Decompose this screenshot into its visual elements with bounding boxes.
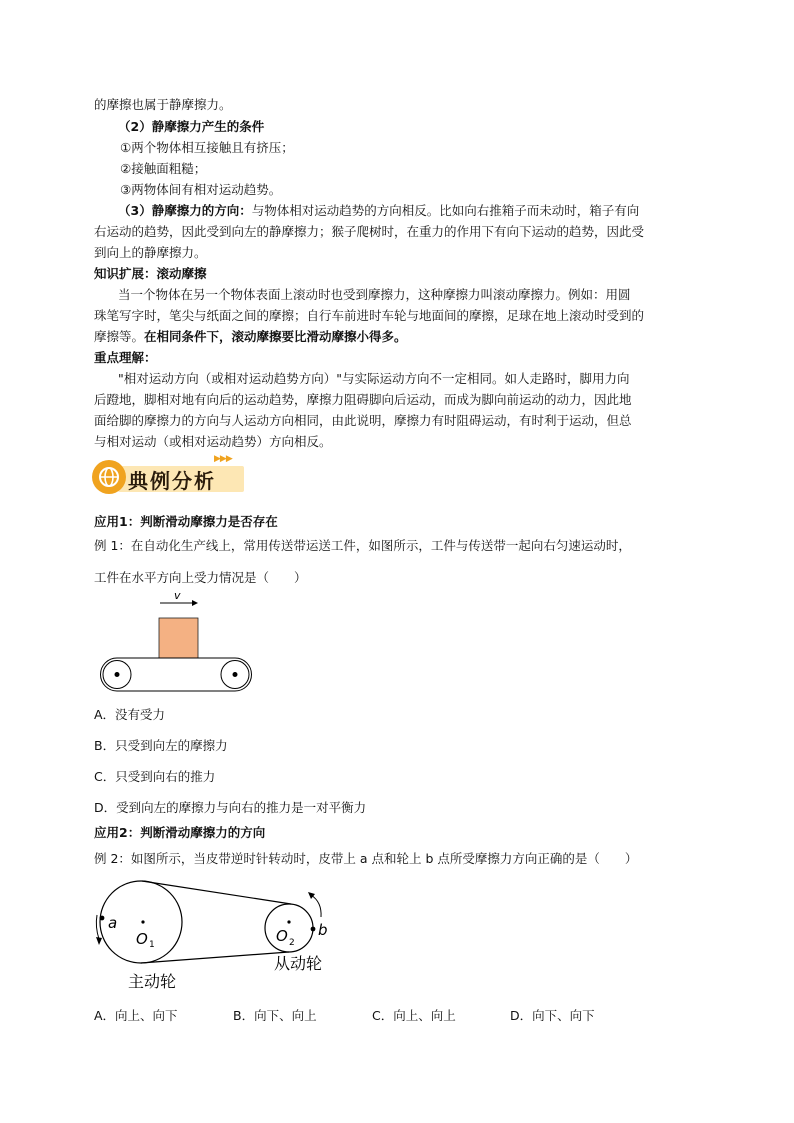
belt-upper [142,881,291,904]
option-a: A．没有受力 [94,707,166,722]
arrow-head-icon [192,600,198,606]
application-heading-1: 应用1：判断滑动摩擦力是否存在 [94,514,278,529]
paragraph-text: 摩擦等。 [94,329,145,344]
right-roller-axle [233,672,238,677]
key-understanding-heading: 重点理解： [94,350,157,365]
paragraph-line: "相对运动方向（或相对运动趋势方向）"与实际运动方向不一定相同。如人走路时，脚用力向 [118,371,630,386]
arrow-head-icon [96,937,102,945]
point-b-label: b [318,921,328,939]
condition-item-3: ③两物体间有相对运动趋势。 [120,182,282,197]
paragraph-line: 与相对运动（或相对运动趋势）方向相反。 [94,434,332,449]
left-roller-axle [115,672,120,677]
rotation-arrow-left-icon [96,915,99,939]
o2-label: O [276,927,288,945]
paragraph-line: 的摩擦也属于静摩擦力。 [94,97,232,112]
driver-wheel-label: 主动轮 [128,972,177,991]
point-a-label: a [108,914,118,932]
answer-option-a: A．向上、向下 [94,1008,178,1023]
condition-item-2: ②接触面粗糙； [120,161,207,176]
paragraph-line: 当一个物体在另一个物体表面上滚动时也受到摩擦力，这种摩擦力叫滚动摩擦力。例如：用圆 [118,287,631,302]
paragraph-line: 面给脚的摩擦力的方向与人运动方向相同，由此说明，摩擦力有时阻碍运动，有时利于运动，但总 [94,413,632,428]
example-2-question: 例 2：如图所示，当皮带逆时针转动时，皮带上 a 点和轮上 b 点所受摩擦力方向正确的是（ ） [94,851,638,866]
belt-pulley-figure [86,855,336,995]
option-b: B．只受到向左的摩擦力 [94,738,228,753]
paragraph-line [118,202,639,220]
answer-option-d: D．向下、向下 [510,1008,595,1023]
example-1-question: 工件在水平方向上受力情况是（ ） [94,570,307,585]
paragraph-line: 右运动的趋势，因此受到向左的静摩擦力；猴子爬树时，在重力的作用下有向下运动的趋势，因此受 [94,224,645,239]
paragraph-line: 到向上的静摩擦力。 [94,245,207,260]
paragraph-line: 后蹬地，脚相对地有向后的运动趋势，摩擦力阻碍脚向后运动，而成为脚向前运动的动力，因此地 [94,392,632,407]
o2-subscript: 2 [289,938,295,948]
o1-label: O [136,930,148,948]
point-a-marker [100,916,105,921]
condition-item-1: ①两个物体相互接触且有挤压； [120,140,294,155]
paragraph-text: 与物体相对运动趋势的方向相反。比如向右推箱子而未动时，箱子有向 [251,203,640,218]
center-o1-marker [141,920,144,923]
application-heading-2: 应用2：判断滑动摩擦力的方向 [94,825,266,840]
example-analysis-banner [92,454,248,494]
point-b-marker [311,927,316,932]
belt-lower [141,952,289,963]
knowledge-extension-heading: 知识扩展：滚动摩擦 [94,266,207,281]
option-d: D．受到向左的摩擦力与向右的推力是一对平衡力 [94,800,367,815]
driven-wheel-label: 从动轮 [274,954,323,973]
workpiece-box [159,618,198,658]
section-heading-static-friction-direction: （3）静摩擦力的方向： [118,203,252,218]
o1-subscript: 1 [149,940,155,950]
paragraph-line [94,328,407,346]
arrows-icon: ▶▶▶ [214,454,232,464]
answer-option-b: B．向下、向上 [233,1008,317,1023]
banner-title: 典例分析 [128,469,216,493]
answer-option-c: C．向上、向上 [372,1008,456,1023]
velocity-label: v [174,592,181,602]
arrow-head-icon [308,892,315,899]
globe-icon [92,460,126,494]
conveyor-belt-figure [94,592,260,698]
paragraph-line: 珠笔写字时，笔尖与纸面之间的摩擦；自行车前进时车轮与地面间的摩擦，足球在地上滚动时受到的 [94,308,645,323]
section-heading-static-friction-conditions: （2）静摩擦力产生的条件 [118,119,265,134]
option-c: C．只受到向右的推力 [94,769,216,784]
example-1-question: 例 1：在自动化生产线上，常用传送带运送工件，如图所示，工件与传送带一起向右匀速运动时， [94,538,631,553]
rotation-arrow-right-icon [311,895,321,917]
center-o2-marker [287,920,290,923]
emphasis-text: 在相同条件下，滚动摩擦要比滑动摩擦小得多。 [144,329,407,344]
